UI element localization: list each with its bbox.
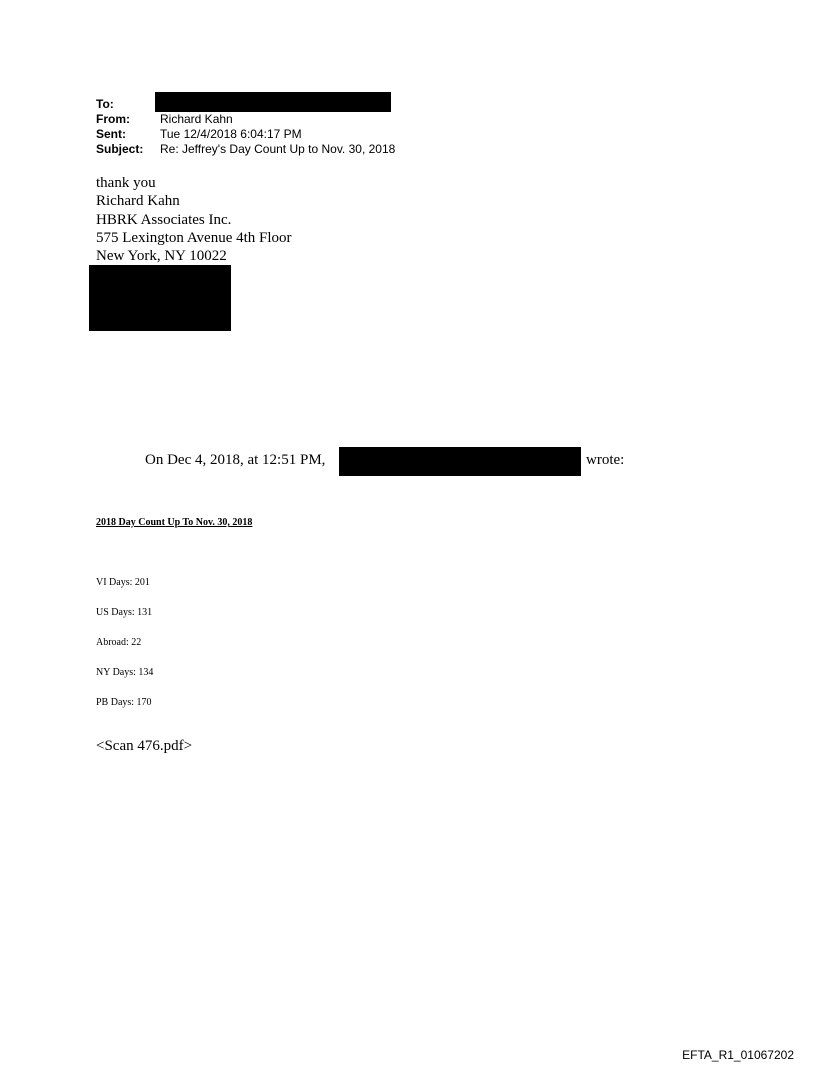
subject-label: Subject: [96,142,144,156]
quoted-wrote: wrote: [586,452,625,468]
sent-value: Tue 12/4/2018 6:04:17 PM [160,127,302,141]
signature-name: Richard Kahn [96,193,180,209]
sent-label: Sent: [96,127,126,141]
document-id: EFTA_R1_01067202 [682,1048,794,1062]
count-vi-days: VI Days: 201 [96,577,150,588]
count-us-days: US Days: 131 [96,607,153,618]
from-value: Richard Kahn [160,112,233,126]
quoted-intro: On Dec 4, 2018, at 12:51 PM, [145,452,326,468]
count-pb-days: PB Days: 170 [96,697,152,708]
redacted-recipient [155,92,391,112]
signature-address: 575 Lexington Avenue 4th Floor [96,230,292,246]
signature-city: New York, NY 10022 [96,248,227,264]
from-label: From: [96,112,130,126]
body-line-thanks: thank you [96,175,156,191]
count-ny-days: NY Days: 134 [96,667,154,678]
subject-value: Re: Jeffrey's Day Count Up to Nov. 30, 2018 [160,142,396,156]
day-count-title: 2018 Day Count Up To Nov. 30, 2018 [96,517,253,528]
attachment-link[interactable]: <Scan 476.pdf> [96,738,193,754]
redacted-sender [339,447,581,476]
redacted-signature-block [89,265,231,331]
to-label: To: [96,97,114,111]
count-abroad: Abroad: 22 [96,637,142,648]
signature-company: HBRK Associates Inc. [96,212,232,228]
